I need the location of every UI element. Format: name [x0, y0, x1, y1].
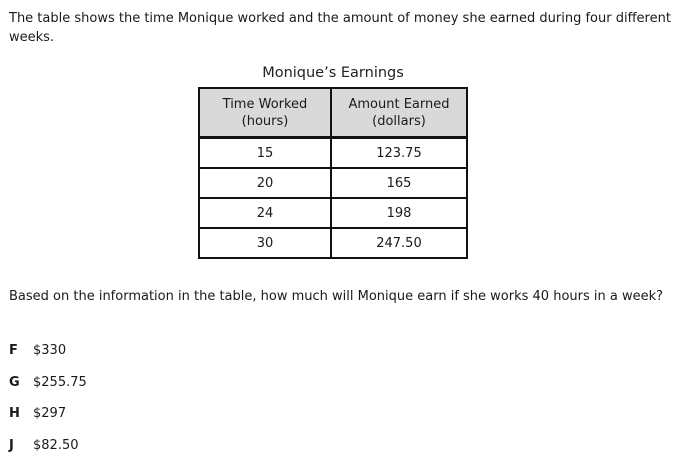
table-row: [199, 198, 467, 228]
choice-text: $255.75: [33, 375, 87, 390]
hours-cell: 15: [199, 138, 331, 169]
choice-text: $330: [33, 343, 67, 358]
dollars-cell: 198: [331, 198, 467, 228]
hours-cell: 24: [199, 198, 331, 228]
hours-cell: 30: [199, 228, 331, 258]
header-time-worked: [199, 88, 331, 138]
header-unit: (dollars): [372, 113, 426, 129]
header-unit: (hours): [241, 113, 289, 129]
table-caption: Monique’s Earnings: [262, 65, 404, 81]
table-header-row: [199, 88, 467, 138]
table-row: [199, 138, 467, 169]
earnings-table: [198, 87, 468, 259]
choice-letter: J: [9, 438, 14, 453]
choice-letter: G: [9, 375, 20, 390]
header-label: Time Worked: [222, 96, 308, 112]
dollars-cell: 165: [331, 168, 467, 198]
header-amount-earned: [331, 88, 467, 138]
answer-choice-f[interactable]: [9, 342, 66, 360]
problem-intro: The table shows the time Monique worked and the amount of money she earned during four different weeks.: [9, 11, 671, 45]
dollars-cell: 247.50: [331, 228, 467, 258]
question-text: Based on the information in the table, how much will Monique earn if she works 40 hours in a week?: [9, 289, 664, 304]
table-row: [199, 168, 467, 198]
dollars-cell: 123.75: [331, 138, 467, 169]
answer-choice-g[interactable]: [9, 374, 87, 392]
answer-choice-j[interactable]: [9, 437, 79, 455]
table-row: [199, 228, 467, 258]
choice-text: $297: [33, 406, 67, 421]
header-label: Amount Earned: [348, 96, 450, 112]
choice-text: $82.50: [33, 438, 79, 453]
choice-letter: F: [9, 343, 18, 358]
answer-choice-h[interactable]: [9, 405, 66, 423]
choice-letter: H: [9, 406, 20, 421]
hours-cell: 20: [199, 168, 331, 198]
